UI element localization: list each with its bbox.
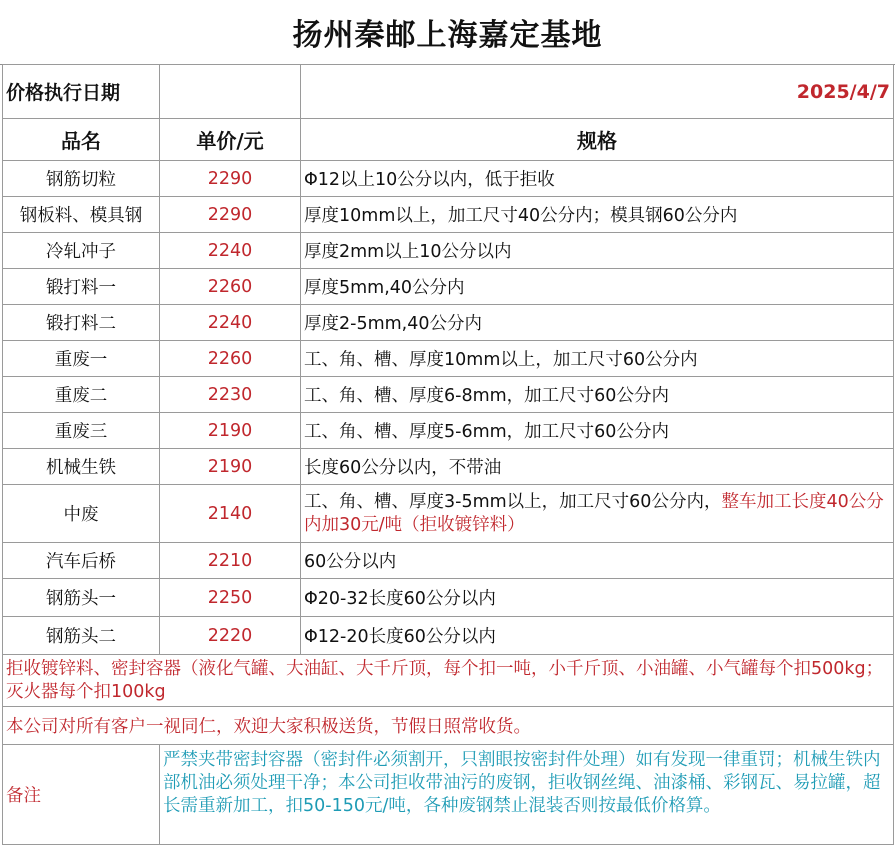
item-name: 中废 bbox=[3, 485, 160, 543]
item-name: 重废三 bbox=[3, 413, 160, 449]
table-row bbox=[3, 579, 894, 617]
item-price: 2290 bbox=[160, 161, 301, 197]
item-name: 钢板料、模具钢 bbox=[3, 197, 160, 233]
item-name: 钢筋头一 bbox=[3, 579, 160, 617]
table-row bbox=[3, 341, 894, 377]
table-row bbox=[3, 269, 894, 305]
item-price: 2250 bbox=[160, 579, 301, 617]
header-spec: 规格 bbox=[301, 119, 894, 161]
item-spec: Φ12以上10公分以内，低于拒收 bbox=[301, 161, 894, 197]
item-spec: 工、角、槽、厚度10mm以上，加工尺寸60公分内 bbox=[301, 341, 894, 377]
table-row bbox=[3, 449, 894, 485]
item-name: 锻打料二 bbox=[3, 305, 160, 341]
company-notice-row bbox=[3, 707, 894, 745]
table-row bbox=[3, 485, 894, 543]
date-label: 价格执行日期 bbox=[3, 65, 160, 119]
item-spec-extra: 整车加工长度40公分内加30元/吨（拒收镀锌料） bbox=[304, 491, 884, 535]
item-name: 冷轧冲子 bbox=[3, 233, 160, 269]
item-spec-text: 工、角、槽、厚度3-5mm以上，加工尺寸60公分内， bbox=[304, 491, 722, 512]
date-row bbox=[3, 65, 894, 119]
item-price: 2220 bbox=[160, 617, 301, 655]
item-price: 2230 bbox=[160, 377, 301, 413]
table-row bbox=[3, 161, 894, 197]
price-table bbox=[2, 64, 894, 845]
item-spec: 长度60公分以内，不带油 bbox=[301, 449, 894, 485]
item-name: 锻打料一 bbox=[3, 269, 160, 305]
date-empty-cell bbox=[160, 65, 301, 119]
reject-notice-row bbox=[3, 655, 894, 707]
table-row bbox=[3, 377, 894, 413]
table-row bbox=[3, 617, 894, 655]
item-price: 2290 bbox=[160, 197, 301, 233]
table-row bbox=[3, 543, 894, 579]
item-spec: 厚度2mm以上10公分以内 bbox=[301, 233, 894, 269]
item-name: 钢筋头二 bbox=[3, 617, 160, 655]
item-spec: 60公分以内 bbox=[301, 543, 894, 579]
item-price: 2210 bbox=[160, 543, 301, 579]
item-name: 重废二 bbox=[3, 377, 160, 413]
remarks-label: 备注 bbox=[3, 745, 160, 845]
header-name: 品名 bbox=[3, 119, 160, 161]
item-spec: 厚度2-5mm,40公分内 bbox=[301, 305, 894, 341]
item-price: 2190 bbox=[160, 413, 301, 449]
item-name: 重废一 bbox=[3, 341, 160, 377]
header-row bbox=[3, 119, 894, 161]
item-spec: 工、角、槽、厚度6-8mm，加工尺寸60公分内 bbox=[301, 377, 894, 413]
remarks-row bbox=[3, 745, 894, 845]
item-spec bbox=[301, 485, 894, 543]
item-price: 2260 bbox=[160, 341, 301, 377]
table-row bbox=[3, 413, 894, 449]
sheet-title: 扬州秦邮上海嘉定基地 bbox=[0, 0, 895, 65]
effective-date: 2025/4/7 bbox=[301, 65, 894, 119]
item-name: 机械生铁 bbox=[3, 449, 160, 485]
remarks-text: 严禁夹带密封容器（密封件必须割开，只割眼按密封件处理）如有发现一律重罚；机械生铁内部机油必须处理干净；本公司拒收带油污的废钢，拒收钢丝绳、油漆桶、彩钢瓦、易拉罐，超长需重新加工，扣50-150元/吨，各种废钢禁止混装否则按最低价格算。 bbox=[160, 745, 894, 845]
reject-notice: 拒收镀锌料、密封容器（液化气罐、大油缸、大千斤顶，每个扣一吨，小千斤顶、小油罐、小气罐每个扣500kg；灭火器每个扣100kg bbox=[3, 655, 894, 707]
item-spec: 厚度5mm,40公分内 bbox=[301, 269, 894, 305]
item-spec: Φ20-32长度60公分以内 bbox=[301, 579, 894, 617]
item-spec: Φ12-20长度60公分以内 bbox=[301, 617, 894, 655]
item-price: 2190 bbox=[160, 449, 301, 485]
company-notice: 本公司对所有客户一视同仁，欢迎大家积极送货，节假日照常收货。 bbox=[3, 707, 894, 745]
item-price: 2140 bbox=[160, 485, 301, 543]
item-name: 汽车后桥 bbox=[3, 543, 160, 579]
item-price: 2240 bbox=[160, 233, 301, 269]
item-price: 2240 bbox=[160, 305, 301, 341]
header-price: 单价/元 bbox=[160, 119, 301, 161]
item-spec: 工、角、槽、厚度5-6mm，加工尺寸60公分内 bbox=[301, 413, 894, 449]
item-spec: 厚度10mm以上，加工尺寸40公分内；模具钢60公分内 bbox=[301, 197, 894, 233]
table-row bbox=[3, 305, 894, 341]
item-price: 2260 bbox=[160, 269, 301, 305]
table-row bbox=[3, 233, 894, 269]
item-name: 钢筋切粒 bbox=[3, 161, 160, 197]
table-row bbox=[3, 197, 894, 233]
